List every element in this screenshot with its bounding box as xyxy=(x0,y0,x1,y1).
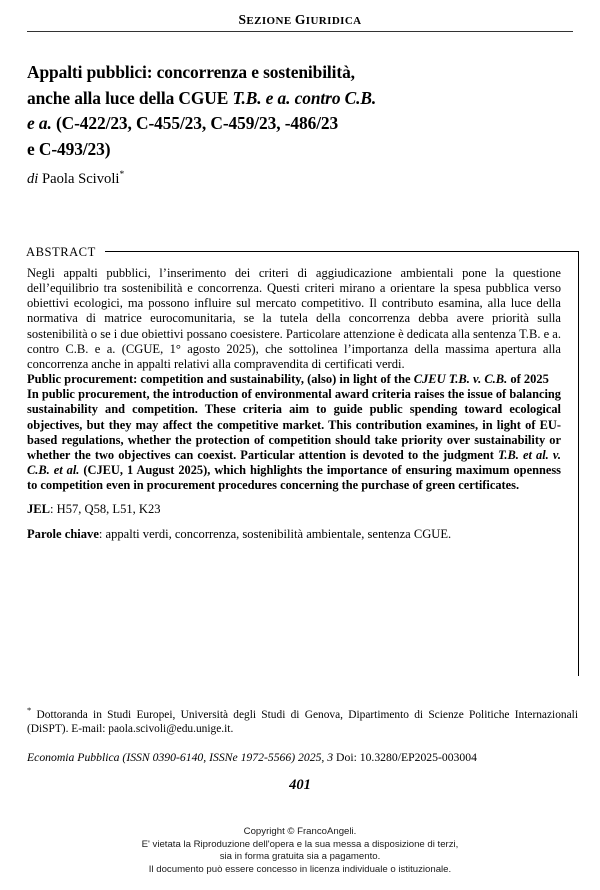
keywords-line xyxy=(27,527,561,542)
copyright-line-1: Copyright © FrancoAngeli. xyxy=(243,826,357,837)
copyright-line-3: sia in forma gratuita sia a pagamento. xyxy=(219,851,381,863)
keywords-label: Parole chiave xyxy=(27,526,99,541)
doi-text: Doi: 10.3280/EP2025-003004 xyxy=(333,751,477,764)
abstract-label: ABSTRACT xyxy=(26,245,96,259)
abstract-italian-text: Negli appalti pubblici, l’inserimento dei criteri di aggiudicazione ambientali pone la questione dell’equilibrio tra sostenibilità e concorrenza. Questi criteri mirano a orientare la spesa pubblica verso obiettivi ecologici, ma possono influire sul mercato competitivo. Il contributo esamina, alla luce della normativa di matrice eurocomunitaria, se la tutela della concorrenza debba avere priorità sulla sostenibilità o se i due obiettivi possano coesistere. Particolare attenzione è dedicata alla sentenza T.B. e a. contro C.B. e a. (CGUE, 1° agosto 2025), che sottolinea l’importanza della massima apertura alla concorrenza anche in appalti relativi alla compravendita di certificati verdi. xyxy=(27,266,561,371)
abstract-header xyxy=(26,244,579,261)
jel-label: JEL xyxy=(27,502,51,517)
copyright-line-4: Il documento può essere concesso in licenza individuale o istituzionale. xyxy=(148,863,452,875)
abstract-top-rule xyxy=(105,251,579,252)
footnote xyxy=(27,705,578,736)
abstract-body xyxy=(26,261,579,542)
title-line-1: Appalti pubblici: concorrenza e sostenibilità, xyxy=(27,62,355,82)
title-line-3-italic: e a. xyxy=(27,113,52,133)
author-line xyxy=(27,170,579,188)
author-footnote-marker: * xyxy=(119,170,125,181)
jel-values: : H57, Q58, L51, K23 xyxy=(50,502,161,517)
english-text-case-italic: T.B. et al. v. C.B. et al. xyxy=(27,447,561,478)
title-block xyxy=(27,60,579,188)
copyright-line-2: E' vietata la Riproduzione dell'opera e la sua messa a disposizione di terzi, xyxy=(141,838,459,850)
title-line-4: e C-493/23) xyxy=(27,138,111,159)
english-title-case-italic: CJEU T.B. v. C.B. xyxy=(413,372,508,387)
page-title xyxy=(27,60,579,162)
abstract-english-text xyxy=(27,387,561,493)
copyright-notice xyxy=(0,826,600,876)
title-line-3-plain: (C-422/23, C-455/23, C-459/23, -486/23 xyxy=(51,113,339,133)
jel-codes-line xyxy=(27,502,561,517)
title-line-2-italic: T.B. e a. contro C.B. xyxy=(232,87,377,108)
footnote-text: Dottoranda in Studi Europei, Università degli Studi di Genova, Dipartimento di Scienze Politiche Internazionali (DiSPT). E-mail: paola.scivoli@edu.unige.it. xyxy=(27,709,578,735)
running-head-rule xyxy=(27,31,573,32)
abstract-english-title xyxy=(27,372,561,387)
page-number: 401 xyxy=(289,777,311,793)
english-text-part-2: (CJEU, 1 August 2025), which highlights the importance of ensuring maximum openness to competition even in procurement procedures concerning the purchase of green certificates. xyxy=(27,463,561,493)
abstract-right-rule xyxy=(578,252,579,676)
journal-info: Economia Pubblica (ISSN 0390-6140, ISSNe 1972-5566) 2025, 3 xyxy=(27,751,334,764)
abstract-box xyxy=(26,244,579,676)
running-head xyxy=(27,12,573,32)
keywords-values: : appalti verdi, concorrenza, sostenibilità ambientale, sentenza CGUE. xyxy=(98,526,452,541)
author-name: Paola Scivoli xyxy=(42,171,120,187)
title-line-2-plain: anche alla luce della CGUE xyxy=(27,87,233,108)
running-head-text: SEZIONE GIURIDICA xyxy=(238,12,362,27)
english-text-part-1: In public procurement, the introduction of environmental award criteria raises the issue of balancing sustainability and competition. These criteria aim to guide public spending toward ecological objectives, but they may affect the competitive market. This contribution examines, in light of EU-based regulations, whether the protection of competition should take priority over sustainability or whether the two objectives can coexist. Particular attention is devoted to the judgment xyxy=(27,387,561,462)
english-title-part-2: of 2025 xyxy=(507,372,549,387)
footnote-marker: * xyxy=(27,705,32,716)
author-prefix: di xyxy=(27,171,39,187)
journal-source-line xyxy=(27,751,578,765)
english-title-part-1: Public procurement: competition and sustainability, (also) in light of the xyxy=(27,372,414,387)
